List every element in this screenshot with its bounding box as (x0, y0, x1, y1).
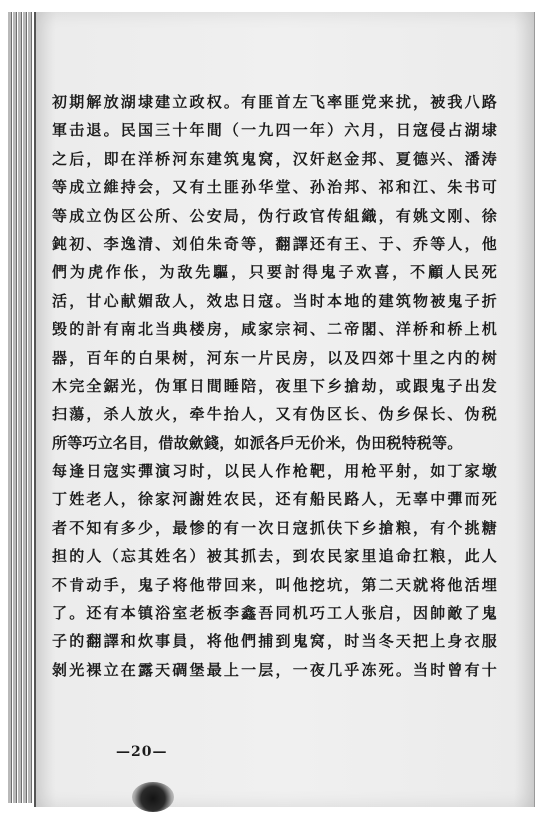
text-line: 了。还有本镇浴室老板李鑫吾同机巧工人张启，因帥敵了鬼 (52, 604, 497, 623)
text-line: 們为虎作伥，为敌先驅，只要討得鬼子欢喜，不顧人民死 (52, 263, 497, 282)
text-line: 子的翻譯和炊事員，将他們捕到鬼窝，时当冬天把上身衣服 (52, 632, 497, 651)
page-number: —20— (116, 744, 168, 760)
text-line: 鈍初、李逸清、刘伯朱奇等，翻譯还有王、于、乔等人，他 (52, 234, 497, 253)
text-line: 担的人（忘其姓名）被其抓去，到农民家里追命扛粮，此人 (52, 547, 497, 566)
text-line: 丁姓老人，徐家河謝姓农民，还有船民路人，无辜中彈而死 (52, 490, 497, 509)
text-line: 扫蕩，杀人放火，牵牛抬人，又有伪区长、伪乡保长、伪税 (52, 405, 497, 424)
text-line: 初期解放湖埭建立政权。有匪首左飞率匪党来扰，被我八路 (52, 93, 497, 111)
page-edge (23, 12, 27, 803)
text-line: 剝光裸立在露天碉堡最上一层，一夜几乎冻死。当时曾有十 (52, 660, 497, 679)
text-line: 毁的計有南北当典楼房，咸家宗祠、二帝閣、洋桥和桥上机 (52, 320, 497, 339)
text-line: 木完全鋸光，伪軍日間睡陪，夜里下乡搶劫，或跟鬼子出发 (52, 376, 497, 395)
text-line: 所等巧立名目，借故歛錢，如派各戶无价米，伪田税特税等。 (52, 433, 463, 452)
page-edge (28, 12, 32, 803)
text-line: 不肯动手，鬼子将他带回来，叫他挖坑，第二天就将他活埋 (52, 575, 497, 594)
text-line: 等成立伪区公所、公安局，伪行政官传組織，有姚文刚、徐 (52, 206, 497, 225)
ink-blot (132, 782, 174, 812)
text-line: 者不知有多少，最惨的有一次日寇抓伕下乡搶粮，有个挑糖 (52, 518, 497, 537)
text-line: 每逢日寇实彈演习时，以民人作枪靶，用枪平射，如丁家墩 (52, 462, 497, 481)
page-edge (8, 12, 12, 803)
page-edge (18, 12, 22, 803)
text-line: 軍击退。民国三十年間（一九四一年）六月，日寇侵占湖埭 (52, 121, 497, 140)
text-line: 等成立維持会，又有土匪孙华堂、孙治邦、祁和江、朱书可 (52, 178, 497, 197)
body-text (52, 88, 497, 684)
page-edge (13, 12, 17, 803)
text-line: 之后，即在洋桥河东建筑鬼窝，汉奸赵金邦、夏德兴、潘涛 (52, 149, 497, 168)
text-line: 器，百年的白果树，河东一片民房，以及四郊十里之内的树 (52, 348, 497, 367)
text-line: 活，甘心献媚敌人，效忠日寇。当时本地的建筑物被鬼子折 (52, 291, 497, 310)
